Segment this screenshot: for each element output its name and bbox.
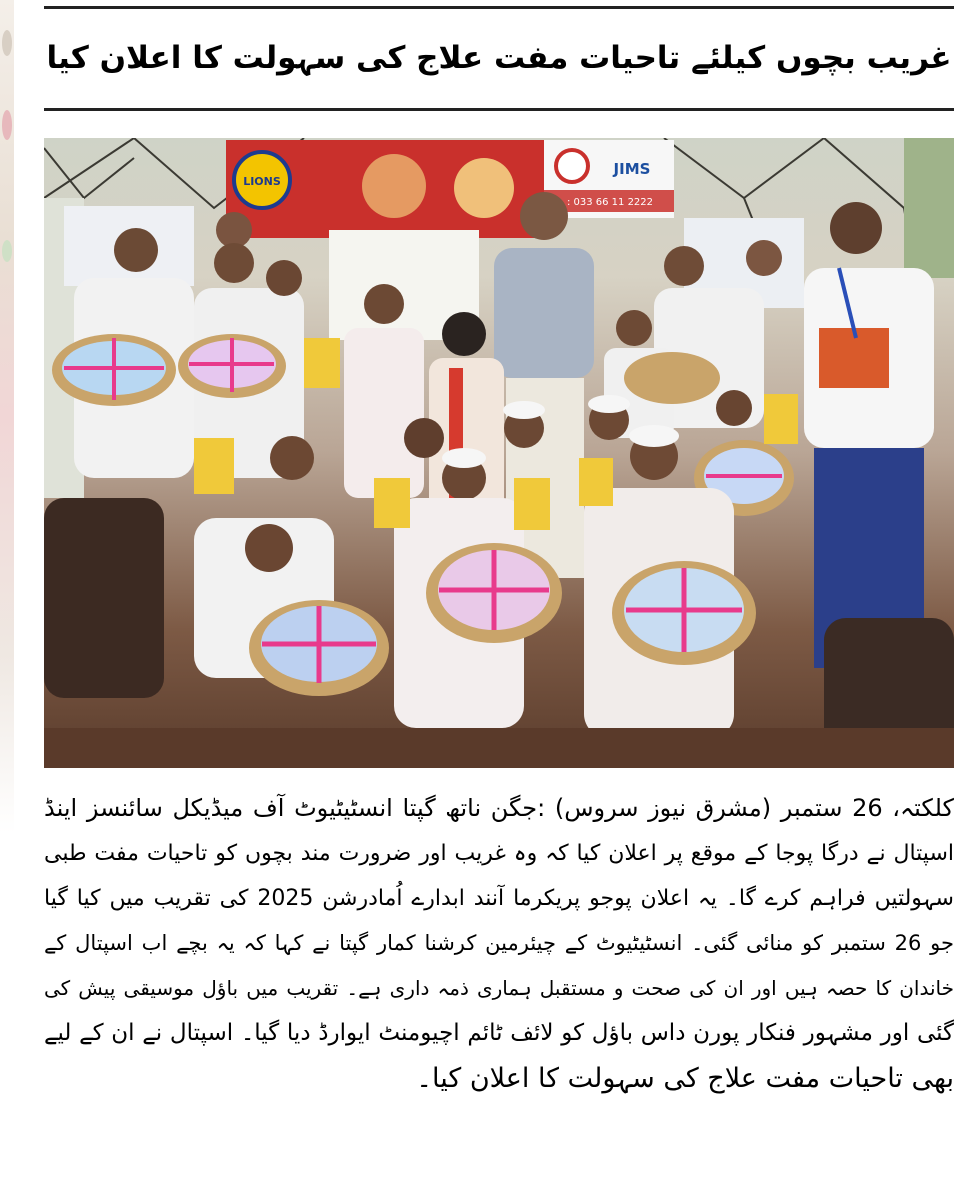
news-photo — [44, 138, 954, 768]
article-body — [44, 786, 954, 1101]
volunteer-figure — [804, 202, 934, 668]
hospital-phone: : 033 66 11 2222 — [566, 197, 654, 208]
flower-decoration — [2, 30, 12, 56]
photo-illustration — [44, 138, 954, 768]
leaf-decoration — [2, 240, 12, 262]
headline-rule — [44, 108, 954, 111]
lions-logo-text: LIONS — [243, 175, 281, 188]
headline: غریب بچوں کیلئے تاحیات مفت علاج کی سہولت کا اعلان کیا — [46, 40, 952, 76]
page-edge-strip — [0, 0, 14, 1190]
banner-portrait — [362, 154, 426, 218]
sofa-left — [44, 498, 164, 698]
article-line: سہولتیں فراہم کرے گا۔ یہ اعلان پوجو پریکرما آنند ابدارے اُمادرشن 2025 کی تقریب میں کیا گیا — [44, 886, 954, 911]
article-line: کلکتہ، 26 ستمبر (مشرق نیوز سروس) :جگن ناتھ گپتا انسٹیٹیوٹ آف میڈیکل سائنسز اینڈ — [44, 794, 954, 822]
hospital-brand: JIMS — [613, 160, 651, 178]
banner-portrait — [454, 158, 514, 218]
article-line: اسپتال نے درگا پوجا کے موقع پر اعلان کیا کہ وہ غریب اور ضرورت مند بچوں کو تاحیات مفت طبی — [44, 841, 954, 866]
hospital-logo-icon — [556, 150, 588, 182]
top-rule — [44, 6, 954, 9]
article-line: بھی تاحیات مفت علاج کی سہولت کا اعلان کیا۔ — [416, 1063, 954, 1094]
flower-decoration — [2, 110, 12, 140]
article-line: جو 26 ستمبر کو منائی گئی۔ انسٹیٹیوٹ کے چیئرمین کرشنا کمار گپتا نے کہا کہ یہ بچے اب اسپتال کے — [44, 931, 954, 955]
article-line: خاندان کا حصہ ہیں اور ان کی صحت و مستقبل ہماری ذمہ داری ہے۔ تقریب میں باؤل موسیقی پیش کی — [44, 976, 954, 1000]
floor — [44, 728, 954, 768]
article-line: گئی اور مشہور فنکار پورن داس باؤل کو لائف ٹائم اچیومنٹ ایوارڈ دیا گیا۔ اسپتال نے ان کے لیے — [44, 1020, 954, 1046]
trees-background — [904, 138, 954, 278]
